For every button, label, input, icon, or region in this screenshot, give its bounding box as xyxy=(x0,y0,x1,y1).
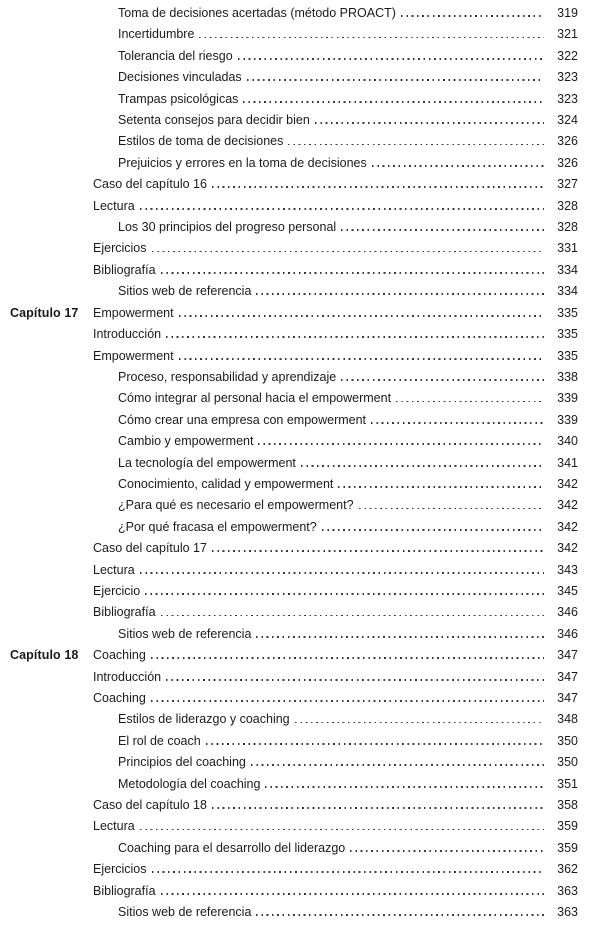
entry-page: 362 xyxy=(557,862,578,877)
entry-title: Tolerancia del riesgo xyxy=(118,48,233,63)
entry-title: Estilos de toma de decisiones xyxy=(118,134,284,149)
entry-page: 359 xyxy=(557,840,578,855)
toc-list xyxy=(10,6,578,926)
dot-leader xyxy=(265,786,544,788)
entry-page: 323 xyxy=(557,70,578,85)
toc-row xyxy=(10,798,578,819)
entry-title: La tecnología del empowerment xyxy=(118,455,296,470)
dot-leader xyxy=(256,293,544,295)
entry-title: Conocimiento, calidad y empowerment xyxy=(118,476,334,491)
entry-page: 358 xyxy=(557,798,578,813)
dot-leader xyxy=(315,122,544,124)
toc-row xyxy=(10,648,578,669)
toc-row xyxy=(10,6,578,27)
dot-leader xyxy=(371,422,544,424)
entry-page: 324 xyxy=(557,113,578,128)
toc-row xyxy=(10,49,578,70)
dot-leader xyxy=(256,636,544,638)
chapter-label: Capítulo 18 xyxy=(10,648,79,663)
toc-row xyxy=(10,370,578,391)
entry-title: Estilos de liderazgo y coaching xyxy=(118,712,290,727)
toc-row xyxy=(10,241,578,262)
entry-page: 335 xyxy=(557,327,578,342)
entry-title: ¿Por qué fracasa el empowerment? xyxy=(118,519,317,534)
dot-leader xyxy=(295,722,544,724)
dot-leader xyxy=(288,144,544,146)
dot-leader xyxy=(199,37,544,39)
toc-row xyxy=(10,284,578,305)
entry-title: Metodología del coaching xyxy=(118,776,261,791)
dot-leader xyxy=(140,572,544,574)
entry-title: Empowerment xyxy=(93,305,174,320)
entry-page: 347 xyxy=(557,669,578,684)
entry-title: Trampas psicológicas xyxy=(118,91,239,106)
entry-title: Bibliografía xyxy=(93,605,156,620)
entry-title: Cómo integrar al personal hacia el empowerment xyxy=(118,391,392,406)
dot-leader xyxy=(256,914,544,916)
dot-leader xyxy=(145,593,544,595)
entry-title: Lectura xyxy=(93,819,135,834)
toc-row xyxy=(10,563,578,584)
entry-title: El rol de coach xyxy=(118,733,201,748)
dot-leader xyxy=(140,829,544,831)
toc-row xyxy=(10,134,578,155)
toc-row xyxy=(10,734,578,755)
toc-row xyxy=(10,584,578,605)
entry-title: Caso del capítulo 17 xyxy=(93,541,207,556)
toc-row xyxy=(10,884,578,905)
toc-row xyxy=(10,605,578,626)
entry-title: Coaching xyxy=(93,648,146,663)
toc-row xyxy=(10,498,578,519)
entry-page: 347 xyxy=(557,691,578,705)
entry-page: 334 xyxy=(557,262,578,277)
toc-row xyxy=(10,777,578,798)
entry-page: 326 xyxy=(557,134,578,149)
dot-leader xyxy=(341,379,544,381)
entry-title: Cómo crear una empresa con empowerment xyxy=(118,412,367,427)
entry-page: 363 xyxy=(557,905,578,920)
entry-title: Sitios web de referencia xyxy=(118,626,252,641)
toc-row xyxy=(10,905,578,926)
entry-title: Coaching xyxy=(93,691,146,705)
toc-row xyxy=(10,263,578,284)
entry-page: 359 xyxy=(557,819,578,834)
entry-title: Sitios web de referencia xyxy=(118,905,252,920)
entry-page: 340 xyxy=(557,434,578,449)
entry-page: 351 xyxy=(557,776,578,791)
entry-title: Ejercicio xyxy=(93,583,141,598)
entry-page: 347 xyxy=(557,648,578,663)
toc-row xyxy=(10,220,578,241)
dot-leader xyxy=(140,208,544,210)
dot-leader xyxy=(161,272,544,274)
dot-leader xyxy=(301,465,544,467)
toc-row xyxy=(10,199,578,220)
dot-leader xyxy=(212,807,544,809)
entry-page: 327 xyxy=(557,177,578,192)
dot-leader xyxy=(251,764,544,766)
toc-row xyxy=(10,819,578,840)
entry-title: Prejuicios y errores en la toma de decisiones xyxy=(118,155,367,170)
entry-title: Decisiones vinculadas xyxy=(118,70,242,85)
toc-row xyxy=(10,413,578,434)
entry-page: 342 xyxy=(557,498,578,513)
toc-row xyxy=(10,156,578,177)
entry-page: 339 xyxy=(557,391,578,406)
entry-title: Sitios web de referencia xyxy=(118,284,252,299)
entry-title: Ejercicios xyxy=(93,862,147,877)
entry-title: Bibliografía xyxy=(93,262,156,277)
toc-row xyxy=(10,70,578,91)
dot-leader xyxy=(161,615,544,617)
entry-page: 326 xyxy=(557,155,578,170)
entry-title: Lectura xyxy=(93,198,135,213)
dot-leader xyxy=(401,15,544,17)
toc-row xyxy=(10,520,578,541)
entry-title: Incertidumbre xyxy=(118,27,195,42)
dot-leader xyxy=(372,165,544,167)
dot-leader xyxy=(341,229,544,231)
entry-page: 345 xyxy=(557,583,578,598)
dot-leader xyxy=(161,893,544,895)
toc-row xyxy=(10,670,578,691)
entry-title: Los 30 principios del progreso personal xyxy=(118,220,337,235)
dot-leader xyxy=(151,657,544,659)
entry-page: 341 xyxy=(557,455,578,470)
entry-page: 348 xyxy=(557,712,578,727)
dot-leader xyxy=(179,315,544,317)
entry-page: 331 xyxy=(557,241,578,256)
entry-title: Introducción xyxy=(93,327,162,342)
entry-page: 323 xyxy=(557,91,578,106)
dot-leader xyxy=(350,850,544,852)
entry-page: 343 xyxy=(557,562,578,577)
entry-title: Caso del capítulo 16 xyxy=(93,177,207,192)
entry-title: Principios del coaching xyxy=(118,755,246,770)
chapter-label: Capítulo 17 xyxy=(10,305,79,320)
entry-page: 334 xyxy=(557,284,578,299)
toc-row xyxy=(10,306,578,327)
toc-row xyxy=(10,177,578,198)
entry-page: 335 xyxy=(557,348,578,363)
entry-page: 346 xyxy=(557,605,578,620)
entry-page: 342 xyxy=(557,476,578,491)
dot-leader xyxy=(179,358,544,360)
entry-page: 319 xyxy=(557,6,578,20)
toc-row xyxy=(10,92,578,113)
dot-leader xyxy=(151,700,544,702)
entry-page: 328 xyxy=(557,220,578,235)
toc-row xyxy=(10,113,578,134)
entry-page: 350 xyxy=(557,733,578,748)
entry-page: 321 xyxy=(557,27,578,42)
toc-row xyxy=(10,477,578,498)
entry-page: 338 xyxy=(557,369,578,384)
dot-leader xyxy=(359,508,544,510)
entry-title: Caso del capítulo 18 xyxy=(93,798,207,813)
dot-leader xyxy=(238,58,544,60)
entry-title: ¿Para qué es necesario el empowerment? xyxy=(118,498,354,513)
entry-page: 328 xyxy=(557,198,578,213)
entry-page: 346 xyxy=(557,626,578,641)
dot-leader xyxy=(243,101,544,103)
toc-row xyxy=(10,349,578,370)
entry-page: 363 xyxy=(557,883,578,898)
entry-title: Setenta consejos para decidir bien xyxy=(118,113,310,128)
toc-row xyxy=(10,391,578,412)
toc-row xyxy=(10,27,578,48)
entry-page: 339 xyxy=(557,412,578,427)
entry-page: 350 xyxy=(557,755,578,770)
toc-row xyxy=(10,456,578,477)
dot-leader xyxy=(206,743,544,745)
entry-page: 342 xyxy=(557,541,578,556)
toc-row xyxy=(10,712,578,733)
dot-leader xyxy=(396,401,544,403)
toc-row xyxy=(10,691,578,712)
entry-page: 322 xyxy=(557,48,578,63)
dot-leader xyxy=(166,679,544,681)
entry-page: 342 xyxy=(557,519,578,534)
entry-title: Cambio y empowerment xyxy=(118,434,254,449)
toc-row xyxy=(10,327,578,348)
toc-row xyxy=(10,434,578,455)
entry-title: Coaching para el desarrollo del liderazgo xyxy=(118,840,346,855)
entry-title: Introducción xyxy=(93,669,162,684)
dot-leader xyxy=(322,529,544,531)
dot-leader xyxy=(152,251,545,253)
dot-leader xyxy=(152,871,545,873)
dot-leader xyxy=(247,79,544,81)
toc-row xyxy=(10,541,578,562)
entry-title: Proceso, responsabilidad y aprendizaje xyxy=(118,369,337,384)
toc-row xyxy=(10,627,578,648)
entry-title: Bibliografía xyxy=(93,883,156,898)
entry-title: Toma de decisiones acertadas (método PROACT) xyxy=(118,6,396,20)
toc-row xyxy=(10,755,578,776)
entry-page: 335 xyxy=(557,305,578,320)
toc-row xyxy=(10,841,578,862)
dot-leader xyxy=(212,550,544,552)
entry-title: Lectura xyxy=(93,562,135,577)
dot-leader xyxy=(258,443,544,445)
entry-title: Empowerment xyxy=(93,348,174,363)
toc-row xyxy=(10,862,578,883)
entry-title: Ejercicios xyxy=(93,241,147,256)
dot-leader xyxy=(212,186,544,188)
dot-leader xyxy=(166,336,544,338)
dot-leader xyxy=(338,486,544,488)
